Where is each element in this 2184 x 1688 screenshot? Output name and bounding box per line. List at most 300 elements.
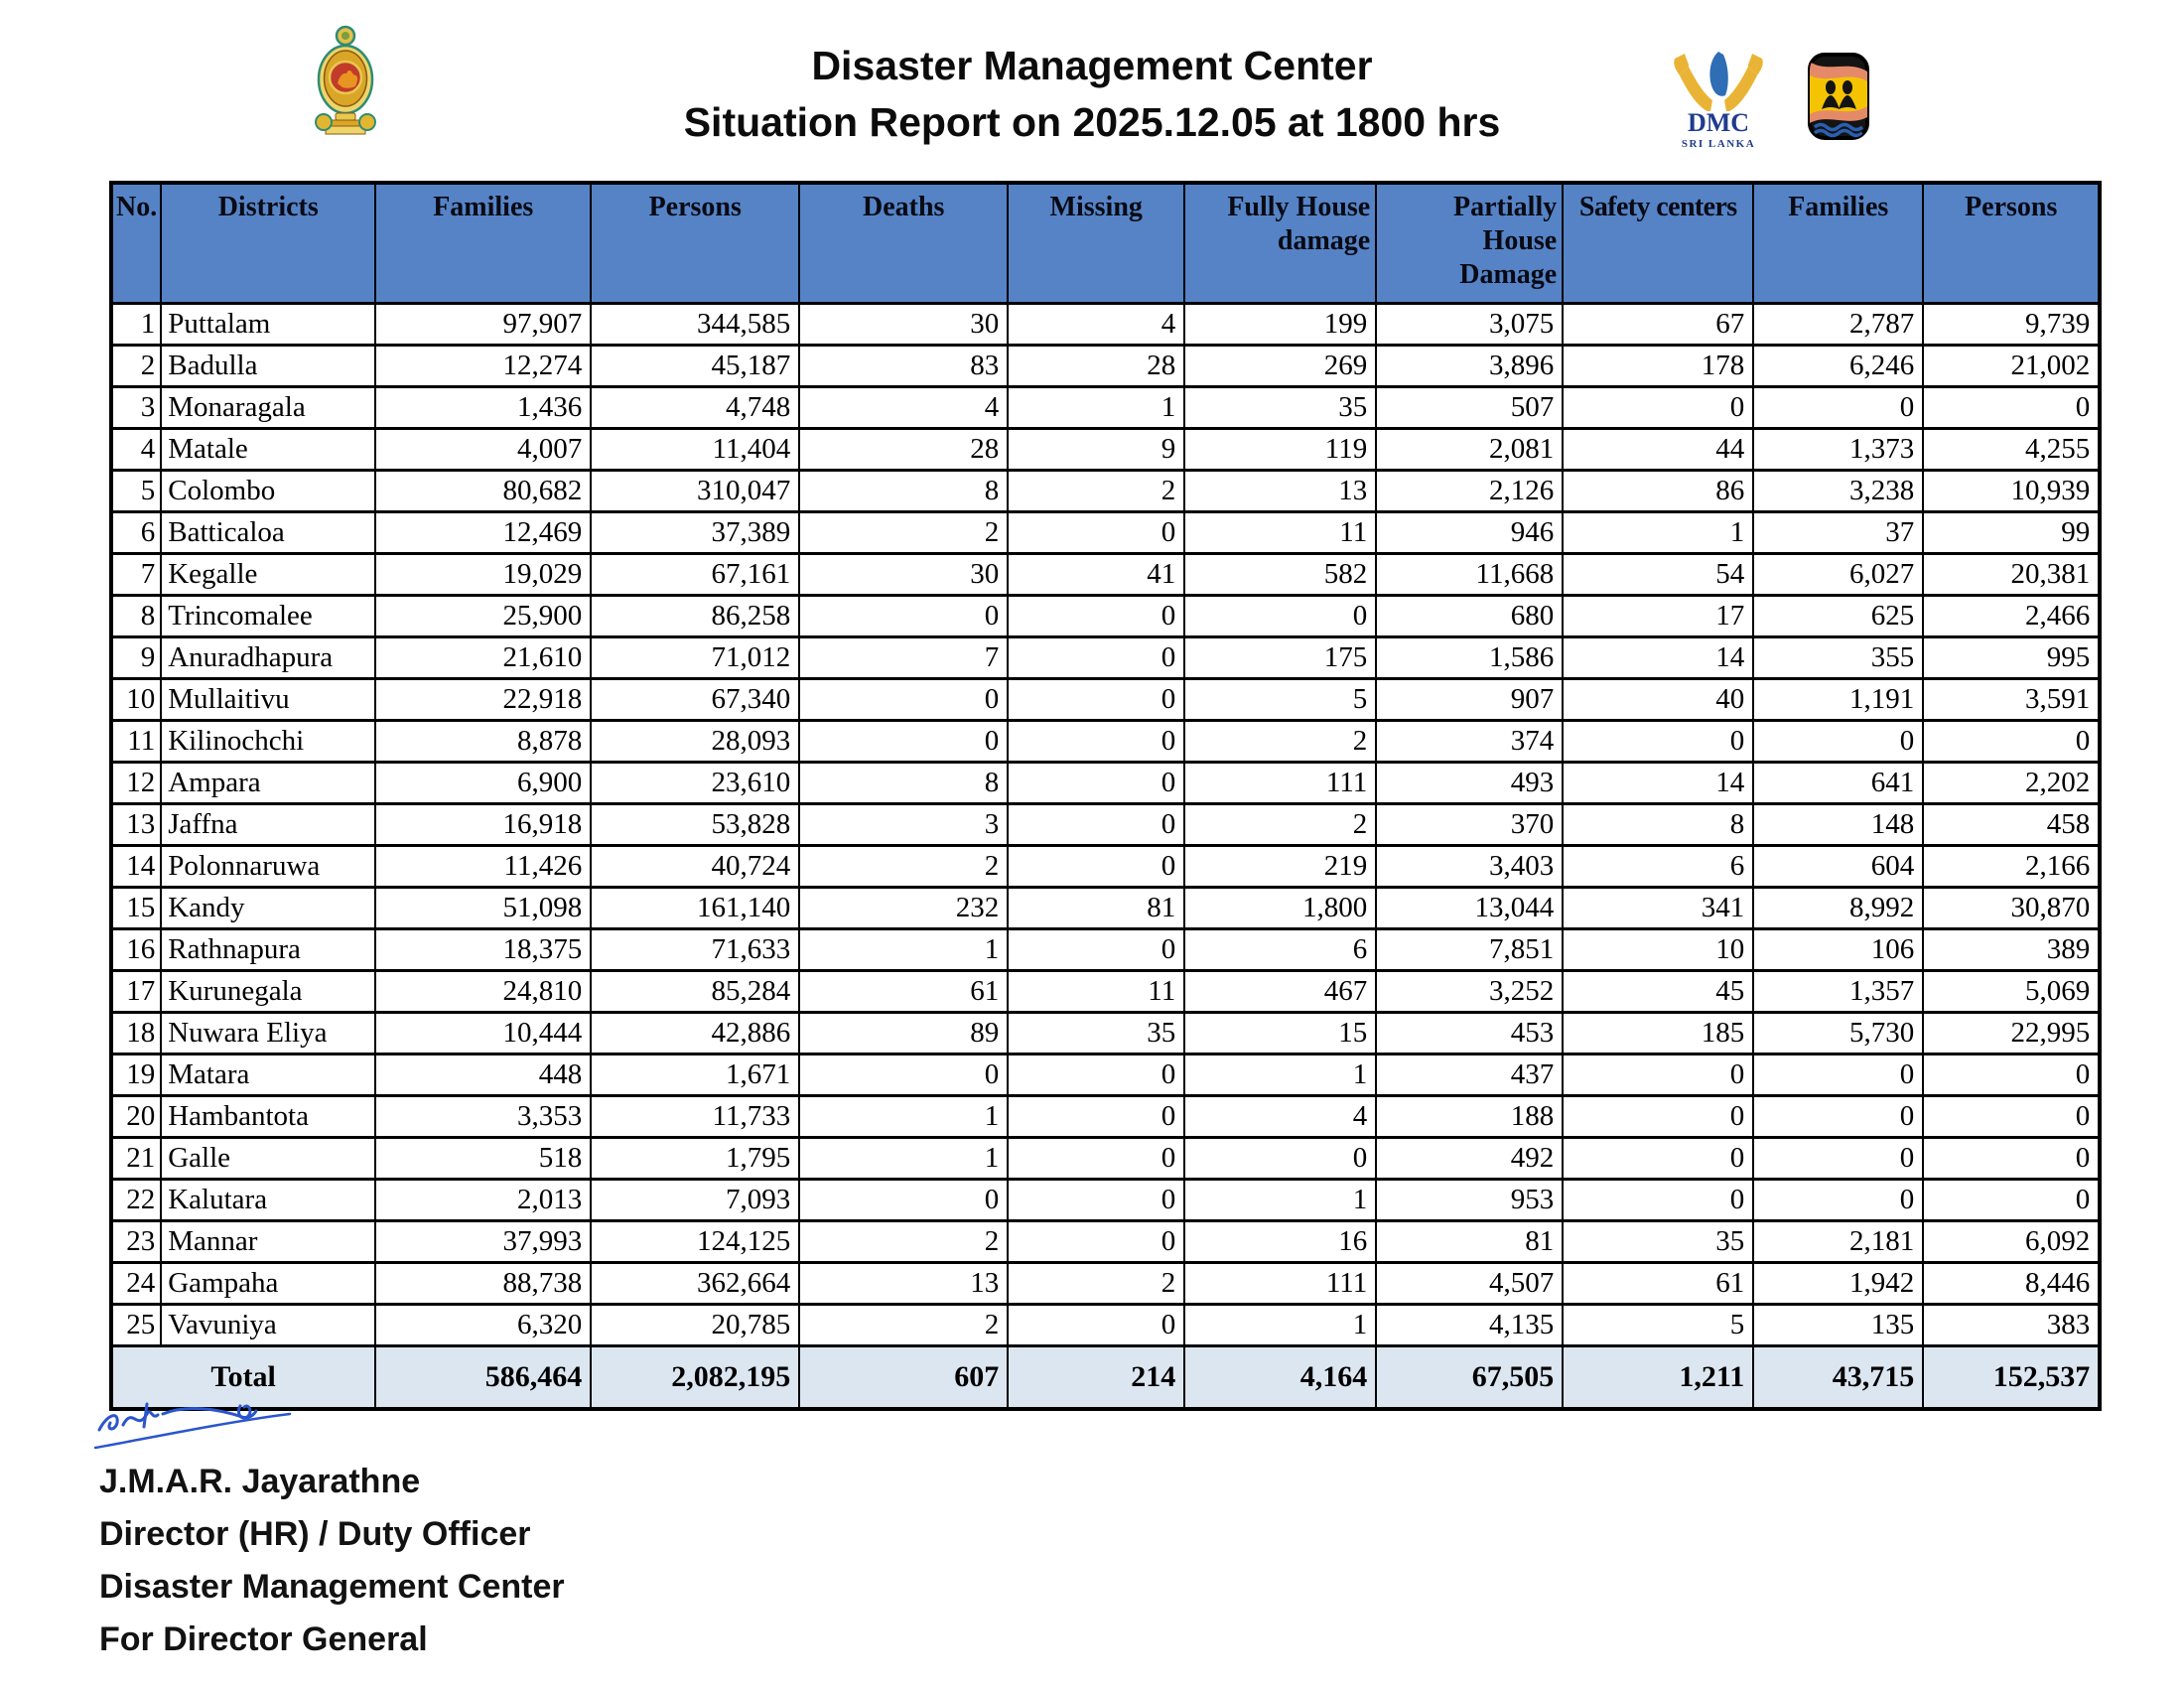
value-cell: 0 (1753, 1096, 1923, 1138)
value-cell: 0 (799, 1055, 1008, 1096)
row-number-cell: 12 (111, 763, 161, 804)
signatory-designation: Director (HR) / Duty Officer (99, 1515, 531, 1553)
value-cell: 4,007 (375, 429, 591, 471)
value-cell: 1 (1008, 387, 1184, 429)
signatory-for-line: For Director General (99, 1620, 428, 1658)
row-number-cell: 21 (111, 1138, 161, 1180)
value-cell: 0 (799, 721, 1008, 763)
value-cell: 53,828 (591, 804, 799, 846)
value-cell: 44 (1563, 429, 1753, 471)
table-row (111, 763, 2100, 804)
value-cell: 389 (1923, 929, 2100, 971)
value-cell: 111 (1184, 1263, 1376, 1305)
table-row (111, 1305, 2100, 1346)
value-cell: 124,125 (591, 1221, 799, 1263)
value-cell: 23,610 (591, 763, 799, 804)
report-title-line2: Situation Report on 2025.12.05 at 1800 hrs (683, 99, 1501, 145)
value-cell: 232 (799, 888, 1008, 929)
value-cell: 0 (1008, 1180, 1184, 1221)
value-cell: 518 (375, 1138, 591, 1180)
value-cell: 89 (799, 1013, 1008, 1055)
value-cell: 83 (799, 346, 1008, 387)
value-cell: 0 (1008, 721, 1184, 763)
value-cell: 45,187 (591, 346, 799, 387)
value-cell: 185 (1563, 1013, 1753, 1055)
table-row (111, 929, 2100, 971)
value-cell: 3,896 (1376, 346, 1563, 387)
total-value-cell: 152,537 (1923, 1346, 2100, 1410)
total-value-cell: 586,464 (375, 1346, 591, 1410)
value-cell: 310,047 (591, 471, 799, 512)
value-cell: 2,202 (1923, 763, 2100, 804)
value-cell: 61 (1563, 1263, 1753, 1305)
value-cell: 0 (1563, 1055, 1753, 1096)
table-row (111, 429, 2100, 471)
value-cell: 0 (799, 1180, 1008, 1221)
value-cell: 5 (1184, 679, 1376, 721)
table-row (111, 1180, 2100, 1221)
row-number-cell: 5 (111, 471, 161, 512)
value-cell: 2 (799, 1221, 1008, 1263)
value-cell: 54 (1563, 554, 1753, 596)
value-cell: 30,870 (1923, 888, 2100, 929)
table-row (111, 596, 2100, 637)
district-cell: Badulla (161, 346, 375, 387)
column-header-2: Districts (161, 183, 375, 304)
situation-table (109, 181, 2102, 1411)
column-header-3: Families (375, 183, 591, 304)
row-number-cell: 9 (111, 637, 161, 679)
value-cell: 40 (1563, 679, 1753, 721)
value-cell: 8,878 (375, 721, 591, 763)
value-cell: 6,320 (375, 1305, 591, 1346)
value-cell: 88,738 (375, 1263, 591, 1305)
table-header-row (111, 183, 2100, 304)
table-row (111, 471, 2100, 512)
value-cell: 0 (1563, 387, 1753, 429)
value-cell: 10 (1563, 929, 1753, 971)
row-number-cell: 25 (111, 1305, 161, 1346)
value-cell: 3 (799, 804, 1008, 846)
row-number-cell: 1 (111, 304, 161, 346)
district-cell: Mannar (161, 1221, 375, 1263)
value-cell: 35 (1008, 1013, 1184, 1055)
value-cell: 370 (1376, 804, 1563, 846)
value-cell: 61 (799, 971, 1008, 1013)
value-cell: 4,255 (1923, 429, 2100, 471)
value-cell: 604 (1753, 846, 1923, 888)
value-cell: 0 (1008, 1305, 1184, 1346)
row-number-cell: 19 (111, 1055, 161, 1096)
value-cell: 0 (799, 596, 1008, 637)
value-cell: 21,610 (375, 637, 591, 679)
value-cell: 0 (1184, 1138, 1376, 1180)
value-cell: 4,507 (1376, 1263, 1563, 1305)
value-cell: 1,373 (1753, 429, 1923, 471)
dmc-logo-country-text: SRI LANKA (1681, 138, 1756, 150)
table-row (111, 346, 2100, 387)
value-cell: 3,403 (1376, 846, 1563, 888)
value-cell: 0 (1753, 721, 1923, 763)
value-cell: 67,161 (591, 554, 799, 596)
column-header-11: Persons (1923, 183, 2100, 304)
value-cell: 4 (1008, 304, 1184, 346)
value-cell: 2,787 (1753, 304, 1923, 346)
value-cell: 0 (1923, 1055, 2100, 1096)
value-cell: 37 (1753, 512, 1923, 554)
signatory-name: J.M.A.R. Jayarathne (99, 1463, 421, 1500)
value-cell: 1,795 (591, 1138, 799, 1180)
total-label-cell: Total (111, 1346, 375, 1410)
value-cell: 2,181 (1753, 1221, 1923, 1263)
total-value-cell: 4,164 (1184, 1346, 1376, 1410)
column-header-1: No. (111, 183, 161, 304)
value-cell: 81 (1008, 888, 1184, 929)
dmc-logo (1666, 36, 1771, 153)
value-cell: 2 (799, 846, 1008, 888)
value-cell: 2 (799, 512, 1008, 554)
column-header-8: Partially House Damage (1376, 183, 1563, 304)
value-cell: 178 (1563, 346, 1753, 387)
district-cell: Matale (161, 429, 375, 471)
value-cell: 1 (1184, 1305, 1376, 1346)
value-cell: 7,093 (591, 1180, 799, 1221)
value-cell: 641 (1753, 763, 1923, 804)
row-number-cell: 23 (111, 1221, 161, 1263)
district-cell: Polonnaruwa (161, 846, 375, 888)
row-number-cell: 3 (111, 387, 161, 429)
value-cell: 2 (1008, 1263, 1184, 1305)
row-number-cell: 16 (111, 929, 161, 971)
table-row (111, 1138, 2100, 1180)
value-cell: 41 (1008, 554, 1184, 596)
value-cell: 2,013 (375, 1180, 591, 1221)
total-value-cell: 67,505 (1376, 1346, 1563, 1410)
value-cell: 0 (1008, 596, 1184, 637)
value-cell: 582 (1184, 554, 1376, 596)
value-cell: 21,002 (1923, 346, 2100, 387)
value-cell: 1 (1563, 512, 1753, 554)
district-cell: Kalutara (161, 1180, 375, 1221)
table-row (111, 846, 2100, 888)
value-cell: 493 (1376, 763, 1563, 804)
table-row (111, 721, 2100, 763)
dmc-logo-text: DMC (1687, 108, 1750, 137)
value-cell: 4,135 (1376, 1305, 1563, 1346)
value-cell: 28,093 (591, 721, 799, 763)
value-cell: 1,436 (375, 387, 591, 429)
value-cell: 81 (1376, 1221, 1563, 1263)
value-cell: 4,748 (591, 387, 799, 429)
table-row (111, 971, 2100, 1013)
table-row (111, 679, 2100, 721)
value-cell: 437 (1376, 1055, 1563, 1096)
district-cell: Anuradhapura (161, 637, 375, 679)
table-row (111, 1055, 2100, 1096)
signature-scribble (91, 1394, 300, 1460)
row-number-cell: 6 (111, 512, 161, 554)
value-cell: 0 (799, 679, 1008, 721)
value-cell: 0 (1008, 1221, 1184, 1263)
value-cell: 2,081 (1376, 429, 1563, 471)
value-cell: 2 (799, 1305, 1008, 1346)
value-cell: 1 (799, 929, 1008, 971)
value-cell: 30 (799, 304, 1008, 346)
value-cell: 17 (1563, 596, 1753, 637)
value-cell: 14 (1563, 763, 1753, 804)
value-cell: 2 (1008, 471, 1184, 512)
district-cell: Vavuniya (161, 1305, 375, 1346)
value-cell: 35 (1184, 387, 1376, 429)
value-cell: 35 (1563, 1221, 1753, 1263)
value-cell: 0 (1008, 929, 1184, 971)
value-cell: 1,586 (1376, 637, 1563, 679)
column-header-5: Deaths (799, 183, 1008, 304)
value-cell: 16,918 (375, 804, 591, 846)
table-row (111, 387, 2100, 429)
value-cell: 188 (1376, 1096, 1563, 1138)
value-cell: 148 (1753, 804, 1923, 846)
value-cell: 2,126 (1376, 471, 1563, 512)
value-cell: 15 (1184, 1013, 1376, 1055)
district-cell: Batticaloa (161, 512, 375, 554)
district-cell: Kilinochchi (161, 721, 375, 763)
value-cell: 0 (1923, 721, 2100, 763)
district-cell: Jaffna (161, 804, 375, 846)
value-cell: 1,671 (591, 1055, 799, 1096)
value-cell: 507 (1376, 387, 1563, 429)
value-cell: 11,733 (591, 1096, 799, 1138)
value-cell: 8,992 (1753, 888, 1923, 929)
value-cell: 0 (1923, 1096, 2100, 1138)
value-cell: 6 (1563, 846, 1753, 888)
value-cell: 16 (1184, 1221, 1376, 1263)
value-cell: 0 (1008, 1138, 1184, 1180)
column-header-6: Missing (1008, 183, 1184, 304)
value-cell: 161,140 (591, 888, 799, 929)
value-cell: 0 (1008, 846, 1184, 888)
value-cell: 99 (1923, 512, 2100, 554)
value-cell: 1 (799, 1096, 1008, 1138)
table-row (111, 1096, 2100, 1138)
value-cell: 2,466 (1923, 596, 2100, 637)
value-cell: 0 (1753, 1180, 1923, 1221)
value-cell: 8 (799, 471, 1008, 512)
value-cell: 0 (1008, 1096, 1184, 1138)
row-number-cell: 15 (111, 888, 161, 929)
value-cell: 3,075 (1376, 304, 1563, 346)
value-cell: 1,800 (1184, 888, 1376, 929)
value-cell: 10,444 (375, 1013, 591, 1055)
value-cell: 6,092 (1923, 1221, 2100, 1263)
value-cell: 625 (1753, 596, 1923, 637)
district-cell: Gampaha (161, 1263, 375, 1305)
value-cell: 20,381 (1923, 554, 2100, 596)
value-cell: 20,785 (591, 1305, 799, 1346)
value-cell: 45 (1563, 971, 1753, 1013)
value-cell: 3,591 (1923, 679, 2100, 721)
total-value-cell: 2,082,195 (591, 1346, 799, 1410)
district-cell: Ampara (161, 763, 375, 804)
total-value-cell: 1,211 (1563, 1346, 1753, 1410)
value-cell: 0 (1923, 1138, 2100, 1180)
value-cell: 11 (1184, 512, 1376, 554)
table-row (111, 512, 2100, 554)
value-cell: 1 (1184, 1055, 1376, 1096)
value-cell: 97,907 (375, 304, 591, 346)
district-cell: Nuwara Eliya (161, 1013, 375, 1055)
value-cell: 0 (1753, 1138, 1923, 1180)
value-cell: 4 (799, 387, 1008, 429)
value-cell: 25,900 (375, 596, 591, 637)
value-cell: 0 (1563, 721, 1753, 763)
value-cell: 467 (1184, 971, 1376, 1013)
value-cell: 37,389 (591, 512, 799, 554)
row-number-cell: 11 (111, 721, 161, 763)
value-cell: 374 (1376, 721, 1563, 763)
table-row (111, 637, 2100, 679)
value-cell: 383 (1923, 1305, 2100, 1346)
total-value-cell: 43,715 (1753, 1346, 1923, 1410)
value-cell: 1,942 (1753, 1263, 1923, 1305)
district-cell: Colombo (161, 471, 375, 512)
value-cell: 37,993 (375, 1221, 591, 1263)
value-cell: 0 (1008, 763, 1184, 804)
value-cell: 30 (799, 554, 1008, 596)
value-cell: 86,258 (591, 596, 799, 637)
signatory-organization: Disaster Management Center (99, 1568, 565, 1606)
district-cell: Monaragala (161, 387, 375, 429)
value-cell: 12,469 (375, 512, 591, 554)
table-row (111, 304, 2100, 346)
value-cell: 2 (1184, 721, 1376, 763)
total-value-cell: 607 (799, 1346, 1008, 1410)
value-cell: 67,340 (591, 679, 799, 721)
value-cell: 8,446 (1923, 1263, 2100, 1305)
value-cell: 40,724 (591, 846, 799, 888)
value-cell: 18,375 (375, 929, 591, 971)
table-row (111, 888, 2100, 929)
value-cell: 1,357 (1753, 971, 1923, 1013)
value-cell: 0 (1563, 1096, 1753, 1138)
table-row (111, 1263, 2100, 1305)
value-cell: 6,246 (1753, 346, 1923, 387)
value-cell: 86 (1563, 471, 1753, 512)
value-cell: 71,012 (591, 637, 799, 679)
value-cell: 5,069 (1923, 971, 2100, 1013)
value-cell: 19,029 (375, 554, 591, 596)
value-cell: 11 (1008, 971, 1184, 1013)
value-cell: 1,191 (1753, 679, 1923, 721)
value-cell: 14 (1563, 637, 1753, 679)
column-header-7: Fully House damage (1184, 183, 1376, 304)
value-cell: 9 (1008, 429, 1184, 471)
value-cell: 28 (1008, 346, 1184, 387)
value-cell: 0 (1923, 387, 2100, 429)
row-number-cell: 18 (111, 1013, 161, 1055)
value-cell: 11,668 (1376, 554, 1563, 596)
value-cell: 0 (1184, 596, 1376, 637)
value-cell: 269 (1184, 346, 1376, 387)
signature-block (99, 1456, 565, 1666)
value-cell: 12,274 (375, 346, 591, 387)
value-cell: 7 (799, 637, 1008, 679)
row-number-cell: 13 (111, 804, 161, 846)
value-cell: 5,730 (1753, 1013, 1923, 1055)
value-cell: 0 (1008, 1055, 1184, 1096)
row-number-cell: 4 (111, 429, 161, 471)
value-cell: 85,284 (591, 971, 799, 1013)
value-cell: 9,739 (1923, 304, 2100, 346)
value-cell: 453 (1376, 1013, 1563, 1055)
row-number-cell: 8 (111, 596, 161, 637)
column-header-4: Persons (591, 183, 799, 304)
value-cell: 3,238 (1753, 471, 1923, 512)
row-number-cell: 7 (111, 554, 161, 596)
value-cell: 492 (1376, 1138, 1563, 1180)
value-cell: 0 (1008, 637, 1184, 679)
district-cell: Kegalle (161, 554, 375, 596)
value-cell: 28 (799, 429, 1008, 471)
value-cell: 680 (1376, 596, 1563, 637)
value-cell: 199 (1184, 304, 1376, 346)
value-cell: 13 (1184, 471, 1376, 512)
value-cell: 0 (1008, 679, 1184, 721)
value-cell: 907 (1376, 679, 1563, 721)
row-number-cell: 2 (111, 346, 161, 387)
value-cell: 0 (1753, 1055, 1923, 1096)
value-cell: 175 (1184, 637, 1376, 679)
value-cell: 22,995 (1923, 1013, 2100, 1055)
total-value-cell: 214 (1008, 1346, 1184, 1410)
disaster-safety-logo (1807, 52, 1870, 141)
report-title-line1: Disaster Management Center (811, 43, 1373, 88)
value-cell: 135 (1753, 1305, 1923, 1346)
value-cell: 2 (1184, 804, 1376, 846)
district-cell: Puttalam (161, 304, 375, 346)
table-row (111, 554, 2100, 596)
value-cell: 8 (1563, 804, 1753, 846)
district-cell: Trincomalee (161, 596, 375, 637)
row-number-cell: 20 (111, 1096, 161, 1138)
value-cell: 11,404 (591, 429, 799, 471)
value-cell: 1 (799, 1138, 1008, 1180)
value-cell: 448 (375, 1055, 591, 1096)
value-cell: 3,353 (375, 1096, 591, 1138)
value-cell: 0 (1753, 387, 1923, 429)
row-number-cell: 24 (111, 1263, 161, 1305)
value-cell: 0 (1008, 512, 1184, 554)
column-header-10: Families (1753, 183, 1923, 304)
value-cell: 0 (1563, 1180, 1753, 1221)
value-cell: 11,426 (375, 846, 591, 888)
district-cell: Rathnapura (161, 929, 375, 971)
value-cell: 953 (1376, 1180, 1563, 1221)
value-cell: 13 (799, 1263, 1008, 1305)
value-cell: 22,918 (375, 679, 591, 721)
value-cell: 946 (1376, 512, 1563, 554)
value-cell: 341 (1563, 888, 1753, 929)
value-cell: 4 (1184, 1096, 1376, 1138)
value-cell: 111 (1184, 763, 1376, 804)
value-cell: 51,098 (375, 888, 591, 929)
value-cell: 24,810 (375, 971, 591, 1013)
value-cell: 362,664 (591, 1263, 799, 1305)
district-cell: Kandy (161, 888, 375, 929)
row-number-cell: 14 (111, 846, 161, 888)
value-cell: 355 (1753, 637, 1923, 679)
value-cell: 2,166 (1923, 846, 2100, 888)
